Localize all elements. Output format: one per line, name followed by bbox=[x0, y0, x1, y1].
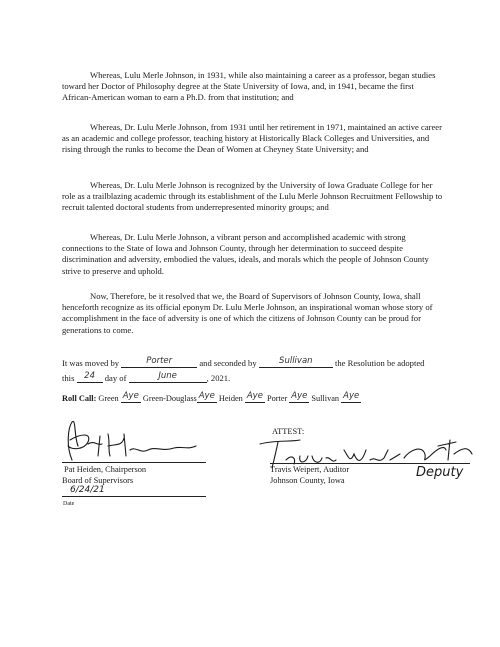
chair-date-value: 6/24/21 bbox=[70, 485, 105, 495]
chair-signature bbox=[58, 416, 208, 466]
roll-call-name-heiden: Heiden bbox=[218, 394, 243, 403]
auditor-name-title: Travis Weipert, Auditor bbox=[270, 465, 350, 474]
seconded-by-value: Sullivan bbox=[259, 356, 333, 368]
chair-date-line bbox=[62, 496, 206, 497]
moved-by-value: Porter bbox=[121, 356, 197, 368]
day-value: 24 bbox=[77, 371, 103, 383]
attest-label: ATTEST: bbox=[272, 427, 305, 436]
resolution-paragraph: Now, Therefore, be it resolved that we, the Board of Supervisors of Johnson County, Iowa, shall henceforth recognize as its official eponym Dr. Lulu Merle Johnson, an inspirational woman whose story of accomplishment in the face of adversity is one of which the citizens of Johnson County can be proud for generations to come. bbox=[62, 291, 433, 335]
auditor-county: Johnson County, Iowa bbox=[270, 476, 345, 485]
date-adopted-line bbox=[62, 371, 230, 383]
seconded-label: and seconded by bbox=[199, 358, 257, 368]
roll-call-name-green-douglass: Green-Douglass bbox=[142, 394, 197, 403]
roll-call-vote-heiden: Aye bbox=[246, 391, 263, 401]
roll-call bbox=[62, 391, 361, 403]
this-label: this bbox=[62, 373, 75, 383]
roll-call-name-green: Green bbox=[98, 394, 119, 403]
roll-call-label: Roll Call: bbox=[62, 394, 97, 403]
whereas-paragraph-3: Whereas, Dr. Lulu Merle Johnson is recognized by the University of Iowa Graduate College for her role as a trailblazing academic through its establishment of the Lulu Merle Johnson Recruitment Fellowship to recruit talented doctoral students from underrepresented minority groups; and bbox=[62, 180, 443, 213]
roll-call-vote-sullivan: Aye bbox=[343, 391, 360, 401]
year-text: , 2021. bbox=[206, 373, 231, 383]
chair-signature-line bbox=[62, 462, 206, 463]
auditor-signature-line bbox=[270, 463, 470, 464]
chair-date-label: Date bbox=[63, 501, 75, 507]
roll-call-name-sullivan: Sullivan bbox=[311, 394, 340, 403]
deputy-signature: Deputy bbox=[416, 465, 464, 480]
roll-call-vote-porter: Aye bbox=[291, 391, 308, 401]
whereas-paragraph-2: Whereas, Dr. Lulu Merle Johnson, from 1931 until her retirement in 1971, maintained an active career as an academic and college professor, teaching history at Historically Black Colleges and Universities, and rising through the runks to become the Dean of Women at Cheyney State University; and bbox=[62, 122, 442, 155]
whereas-paragraph-4: Whereas, Dr. Lulu Merle Johnson, a vibrant person and accomplished academic with strong connections to the State of Iowa and Johnson County, through her determination to succeed despite discrimination and adversity, embodied the values, ideals, and morals which the people of Johnson County strive to preserve and uphold. bbox=[62, 232, 429, 276]
roll-call-name-porter: Porter bbox=[266, 394, 288, 403]
whereas-paragraph-1: Whereas, Lulu Merle Johnson, in 1931, while also maintaining a career as a professor, began studies toward her Doctor of Philosophy degree at the State University of Iowa, and, in 1941, became the first African-American woman to earn a Ph.D. from that institution; and bbox=[62, 70, 436, 103]
motion-line bbox=[62, 356, 424, 368]
roll-call-vote-green-douglass: Aye bbox=[198, 391, 215, 401]
day-of-label: day of bbox=[104, 373, 127, 383]
month-value: June bbox=[129, 371, 207, 383]
chair-name-title: Pat Heiden, Chairperson bbox=[64, 465, 147, 474]
moved-label: It was moved by bbox=[62, 358, 120, 368]
adopted-label: the Resolution be adopted bbox=[334, 358, 425, 368]
chair-board: Board of Supervisors bbox=[62, 476, 134, 485]
roll-call-vote-green: Aye bbox=[122, 391, 139, 401]
